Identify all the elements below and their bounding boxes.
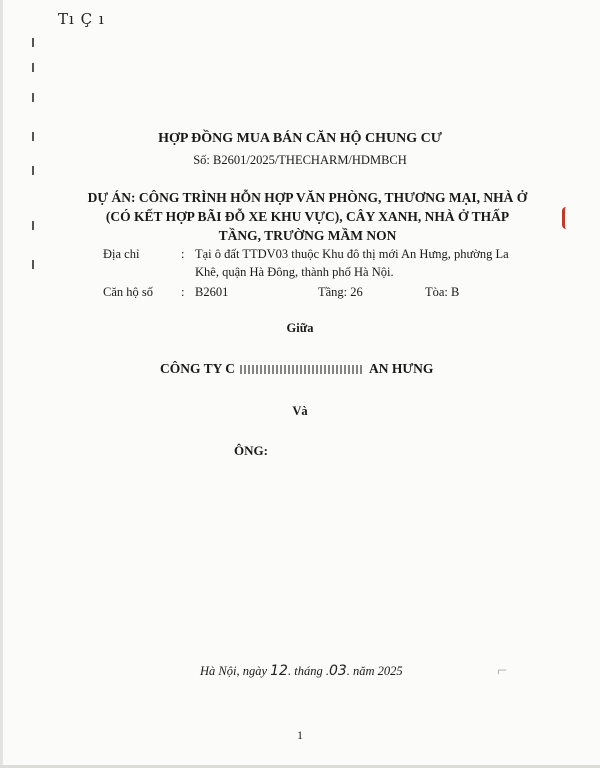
apartment-floor: Tầng: 26 [318,285,363,299]
buyer-label: ÔNG: [234,443,268,458]
margin-tick [32,260,34,269]
address-colon: : [181,247,185,261]
handwritten-initials: Tı Ç ı [58,10,105,28]
contract-number: Số: B2601/2025/THECHARM/HDMBCH [193,153,407,167]
margin-tick [32,93,34,102]
page-number: 1 [297,728,303,742]
company-name-end: AN HƯNG [369,361,434,376]
margin-tick [32,38,34,47]
company-name-redacted [240,365,364,374]
red-pen-mark [562,207,571,229]
margin-tick [32,63,34,72]
date-place: Hà Nội, ngày [200,664,268,678]
apartment-tower: Tòa: B [425,285,460,299]
and-label: Và [292,404,308,418]
between-label: Giữa [286,321,314,335]
project-title: DỰ ÁN: CÔNG TRÌNH HỖN HỢP VĂN PHÒNG, THƯƠNG MẠI, NHÀ Ở (CÓ KẾT HỢP BÃI ĐỖ XE KHU VỰC), CÂY XANH, NHÀ Ở THẤP TẦNG, TRƯỜNG MẦM NON [87,190,528,243]
apartment-number: B2601 [195,285,229,299]
date-line: Hà Nội, ngày 12. tháng .03. năm 2025 [200,663,403,679]
date-day-handwritten: 12 [270,663,288,679]
apartment-label: Căn hộ số [103,285,153,299]
date-month-handwritten: 03 [328,663,347,679]
company-name-start: CÔNG TY C [160,361,236,376]
company-name [160,361,433,377]
scan-edge-left [0,0,3,768]
margin-tick [32,221,34,230]
pencil-mark-icon: ⌐ [497,660,508,680]
address-line-1: Tại ô đất TTDV03 thuộc Khu đô thị mới An Hưng, phường La [195,247,509,261]
date-year: năm 2025 [353,664,403,678]
address-line-2: Khê, quận Hà Đông, thành phố Hà Nội. [195,265,394,279]
document-title: HỢP ĐỒNG MUA BÁN CĂN HỘ CHUNG CƯ [158,131,442,146]
apartment-colon: : [181,285,185,299]
date-month-word: tháng [294,664,323,678]
address-label: Địa chỉ [103,247,140,261]
